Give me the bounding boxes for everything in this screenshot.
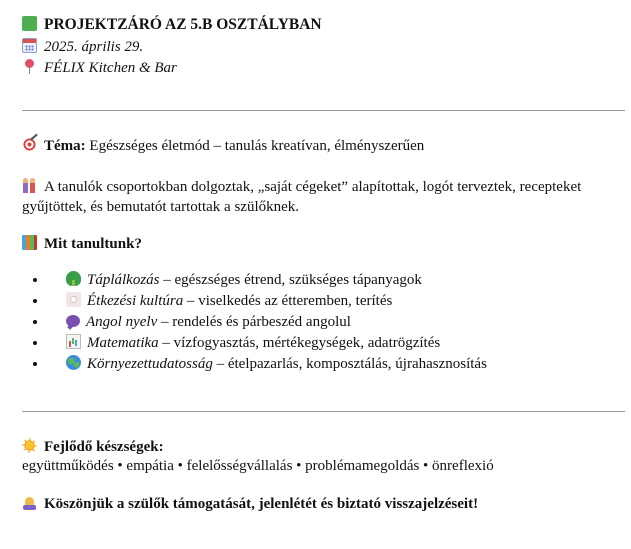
skills-heading-row bbox=[22, 438, 164, 456]
event-date: 2025. április 29. bbox=[44, 39, 144, 55]
description-paragraph bbox=[22, 177, 627, 217]
list-item bbox=[48, 312, 628, 333]
list-item bbox=[48, 291, 628, 312]
description-text: A tanulók csoportokban dolgoztak, „saját cégeket” alapítottak, logót terveztek, recepteket gyűjtöttek, és bemutatót tartottak a szülőknek. bbox=[22, 179, 582, 215]
separator-bottom bbox=[22, 411, 625, 412]
praying-hands-icon bbox=[22, 495, 37, 510]
learned-heading: Mit tanultunk? bbox=[44, 236, 142, 252]
topic-detail: – ételpazarlás, komposztálás, újrahasznosítás bbox=[212, 356, 487, 372]
sun-icon bbox=[22, 438, 37, 453]
globe-icon bbox=[66, 355, 81, 370]
topic-detail: – viselkedés az étteremben, terítés bbox=[183, 293, 393, 309]
theme-label: Téma: bbox=[44, 138, 86, 154]
topic-detail: – vízfogyasztás, mértékegységek, adatrögzítés bbox=[158, 335, 441, 351]
separator-top bbox=[22, 110, 625, 111]
books-icon bbox=[22, 235, 37, 250]
topic-detail: – egészséges étrend, szükséges tápanyagok bbox=[159, 272, 422, 288]
theme-row bbox=[22, 137, 424, 155]
topic-subject: Matematika bbox=[87, 335, 159, 351]
header-title-row bbox=[22, 16, 322, 34]
target-icon bbox=[22, 137, 37, 152]
header-date-row bbox=[22, 38, 143, 56]
topic-subject: Táplálkozás bbox=[87, 272, 160, 288]
skills-heading: Fejlődő készségek: bbox=[44, 439, 164, 455]
calendar-icon bbox=[22, 38, 37, 53]
broccoli-icon bbox=[66, 271, 81, 286]
topics-list bbox=[22, 270, 628, 375]
people-icon bbox=[22, 178, 37, 193]
topic-subject: Étkezési kultúra bbox=[87, 293, 184, 309]
speech-icon bbox=[66, 315, 80, 327]
list-item bbox=[48, 354, 628, 375]
topic-detail: – rendelés és párbeszéd angolul bbox=[157, 314, 351, 330]
page-title: PROJEKTZÁRÓ AZ 5.B OSZTÁLYBAN bbox=[44, 16, 322, 33]
pin-icon bbox=[22, 59, 37, 74]
learned-heading-row bbox=[22, 235, 142, 253]
green-square-icon bbox=[22, 16, 37, 31]
skills-list: együttműködés • empátia • felelősségvállalás • problémamegoldás • önreflexió bbox=[22, 458, 494, 474]
event-location: FÉLIX Kitchen & Bar bbox=[44, 60, 177, 76]
list-item bbox=[48, 270, 628, 291]
topic-subject: Angol nyelv bbox=[86, 314, 158, 330]
topic-subject: Környezettudatosság bbox=[87, 356, 213, 372]
theme-text: Egészséges életmód – tanulás kreatívan, élményszerűen bbox=[89, 138, 425, 154]
thanks-row bbox=[22, 495, 478, 513]
header-location-row bbox=[22, 59, 177, 77]
thanks-text: Köszönjük a szülők támogatását, jelenlétét és biztató visszajelzéseit! bbox=[44, 496, 479, 512]
chart-icon bbox=[66, 334, 81, 349]
plate-icon bbox=[66, 292, 81, 307]
list-item bbox=[48, 333, 628, 354]
